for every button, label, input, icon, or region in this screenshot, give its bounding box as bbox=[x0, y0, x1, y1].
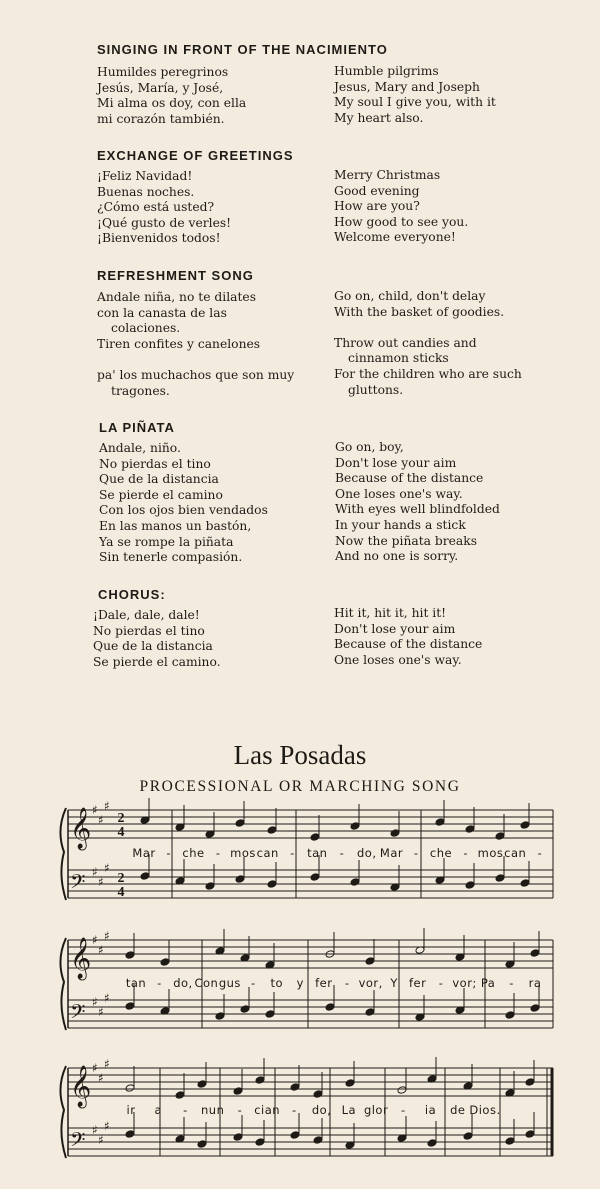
lyric-syllable: mos bbox=[477, 846, 504, 860]
note-head bbox=[175, 1091, 185, 1100]
lyric-syllable: che bbox=[182, 846, 205, 860]
spanish-lyrics bbox=[97, 65, 246, 127]
sheet-music bbox=[0, 795, 600, 1175]
english-line: Go on, child, don't delay bbox=[334, 289, 486, 303]
spanish-line: ¡Bienvenidos todos! bbox=[97, 231, 221, 246]
sharp-icon: ♯ bbox=[98, 1133, 104, 1147]
note-head bbox=[215, 1012, 225, 1021]
note-head bbox=[125, 1002, 135, 1011]
spanish-line: con la canasta de las bbox=[97, 305, 227, 320]
spanish-line: mi corazón también. bbox=[97, 111, 225, 126]
spanish-line: En las manos un bastón, bbox=[99, 518, 252, 533]
spanish-line: Ya se rompe la piñata bbox=[99, 534, 234, 549]
lyric-syllable: do, bbox=[173, 976, 193, 990]
spanish-line: ¡Dale, dale, dale! bbox=[93, 608, 200, 622]
spanish-lyrics bbox=[93, 608, 221, 670]
lyric-syllable: Y bbox=[390, 976, 398, 990]
note-head bbox=[390, 829, 400, 838]
sharp-icon: ♯ bbox=[92, 803, 98, 817]
english-line: For the children who are such bbox=[334, 366, 522, 381]
lyric-syllable: Mar bbox=[132, 846, 156, 860]
note-head bbox=[345, 1079, 355, 1088]
spanish-lyrics bbox=[97, 290, 294, 399]
spanish-line: ¿Cómo está usted? bbox=[97, 200, 215, 215]
lyric-syllable: de bbox=[450, 1103, 466, 1117]
lyric-syllable: vor; bbox=[452, 976, 477, 990]
note-head bbox=[530, 949, 540, 958]
note-head bbox=[197, 1080, 207, 1089]
note-head bbox=[465, 825, 475, 834]
note-head bbox=[495, 874, 505, 883]
english-lyrics bbox=[334, 289, 522, 398]
english-line: With eyes well blindfolded bbox=[335, 502, 500, 517]
note-head bbox=[525, 1130, 535, 1139]
lyric-syllable: to bbox=[270, 976, 284, 990]
time-signature-top: 2 bbox=[117, 811, 125, 826]
note-head bbox=[505, 1137, 515, 1146]
lyric-syllable: Mar bbox=[379, 846, 404, 860]
note-head bbox=[505, 1011, 515, 1020]
note-head bbox=[465, 881, 475, 890]
song-title: Las Posadas bbox=[233, 740, 367, 770]
note-head bbox=[350, 822, 360, 831]
note-head bbox=[350, 878, 360, 887]
spanish-line: ¡Feliz Navidad! bbox=[97, 169, 193, 183]
sharp-icon: ♯ bbox=[98, 875, 104, 889]
spanish-line: No pierdas el tino bbox=[93, 623, 205, 638]
english-line: Because of the distance bbox=[335, 471, 484, 486]
lyric-syllable: - bbox=[438, 976, 444, 990]
spanish-line: colaciones. bbox=[111, 321, 181, 336]
sharp-icon: ♯ bbox=[98, 1071, 104, 1085]
sharp-icon: ♯ bbox=[98, 943, 104, 957]
english-line: Humble pilgrims bbox=[334, 64, 439, 78]
time-signature-bottom: 4 bbox=[117, 885, 125, 900]
section-heading: EXCHANGE OF GREETINGS bbox=[97, 148, 294, 163]
spanish-line: Humildes peregrinos bbox=[97, 65, 229, 79]
lyric-syllable: che bbox=[429, 846, 453, 860]
spanish-line: Jesús, María, y José, bbox=[97, 80, 224, 95]
lyric-syllable: ir bbox=[126, 1103, 136, 1117]
lyric-syllable: tan bbox=[307, 846, 328, 860]
lyric-syllable: Pa bbox=[480, 976, 496, 990]
note-head bbox=[530, 1004, 540, 1013]
english-line: With the basket of goodies. bbox=[334, 304, 505, 319]
note-head bbox=[365, 957, 375, 966]
english-line: How good to see you. bbox=[334, 214, 469, 229]
english-line: And no one is sorry. bbox=[335, 549, 459, 564]
sharp-icon: ♯ bbox=[92, 1123, 98, 1137]
note-head bbox=[310, 873, 320, 882]
english-lyrics bbox=[335, 440, 500, 565]
spanish-line: Andale niña, no te dilates bbox=[97, 290, 257, 304]
treble-clef-icon: 𝄞 bbox=[70, 938, 92, 979]
lyric-syllable: mos bbox=[230, 846, 256, 860]
lyric-syllable: - bbox=[251, 976, 256, 990]
lyric-syllable: a bbox=[154, 1103, 163, 1117]
bass-clef-icon: 𝄢 bbox=[70, 1000, 86, 1028]
note-head bbox=[290, 1083, 300, 1092]
spanish-line: Se pierde el camino. bbox=[93, 654, 221, 669]
note-head bbox=[427, 1139, 437, 1148]
english-line: Go on, boy, bbox=[335, 440, 404, 454]
note-head bbox=[125, 1084, 135, 1093]
time-signature-bottom: 4 bbox=[117, 825, 125, 840]
english-line: Don't lose your aim bbox=[335, 455, 457, 470]
english-lyrics bbox=[334, 606, 482, 668]
lyric-syllable: glor bbox=[363, 1103, 389, 1117]
lyric-syllable: ia bbox=[424, 1103, 437, 1117]
note-head bbox=[310, 833, 320, 842]
lyric-syllable: - bbox=[237, 1103, 243, 1117]
lyric-syllable: - bbox=[537, 846, 543, 860]
note-head bbox=[520, 821, 530, 830]
sharp-icon: ♯ bbox=[104, 991, 110, 1005]
sharp-icon: ♯ bbox=[98, 813, 104, 827]
sharp-icon: ♯ bbox=[92, 933, 98, 947]
english-line bbox=[334, 320, 522, 336]
note-head bbox=[255, 1076, 265, 1085]
lyric-syllable: vor, bbox=[358, 976, 383, 990]
note-head bbox=[240, 1005, 250, 1014]
english-line: Because of the distance bbox=[334, 637, 483, 652]
treble-clef-icon: 𝄞 bbox=[70, 808, 92, 849]
section-heading: REFRESHMENT SONG bbox=[97, 268, 254, 283]
english-line: How are you? bbox=[334, 199, 420, 214]
english-line: In your hands a stick bbox=[335, 517, 466, 532]
note-head bbox=[267, 826, 277, 835]
song-subtitle: PROCESSIONAL OR MARCHING SONG bbox=[139, 778, 461, 795]
spanish-lyrics bbox=[97, 169, 231, 247]
lyric-syllable: - bbox=[183, 1103, 188, 1117]
lyric-syllable: y bbox=[296, 976, 304, 990]
lyric-syllable: cian bbox=[254, 1103, 281, 1117]
spanish-line: ¡Qué gusto de verles! bbox=[97, 215, 232, 230]
lyric-syllable: do, bbox=[357, 846, 377, 860]
lyric-syllable: fer bbox=[408, 976, 427, 990]
lyric-syllable: La bbox=[341, 1103, 357, 1117]
sharp-icon: ♯ bbox=[104, 799, 110, 813]
english-line: Don't lose your aim bbox=[334, 621, 456, 636]
english-line: Hit it, hit it, hit it! bbox=[334, 606, 447, 620]
english-line: Now the piñata breaks bbox=[335, 533, 478, 548]
lyric-syllable: - bbox=[509, 976, 514, 990]
lyric-syllable: fer bbox=[315, 976, 333, 990]
note-head bbox=[495, 832, 505, 841]
lyric-syllable: - bbox=[215, 846, 221, 860]
treble-staff bbox=[68, 810, 553, 838]
spanish-line: Que de la distancia bbox=[99, 472, 219, 487]
section-heading: LA PIÑATA bbox=[99, 420, 175, 435]
bass-staff bbox=[68, 1128, 553, 1156]
note-head bbox=[313, 1090, 323, 1099]
lyric-syllable: - bbox=[157, 976, 162, 990]
note-head bbox=[140, 872, 150, 881]
note-head bbox=[463, 1132, 473, 1141]
note-head bbox=[325, 1003, 335, 1012]
sharp-icon: ♯ bbox=[104, 929, 110, 943]
bass-clef-icon: 𝄢 bbox=[70, 1128, 86, 1156]
note-head bbox=[265, 1010, 275, 1019]
lyric-syllable: Con bbox=[194, 976, 219, 990]
spanish-line: tragones. bbox=[111, 383, 170, 398]
lyric-syllable: - bbox=[166, 846, 172, 860]
bass-clef-icon: 𝄢 bbox=[70, 870, 86, 898]
english-line: One loses one's way. bbox=[334, 652, 462, 667]
sharp-icon: ♯ bbox=[104, 1119, 110, 1133]
note-head bbox=[267, 880, 277, 889]
note-head bbox=[125, 1130, 135, 1139]
spanish-line: Que de la distancia bbox=[93, 639, 213, 654]
english-line: gluttons. bbox=[348, 382, 404, 397]
sharp-icon: ♯ bbox=[92, 865, 98, 879]
english-line: One loses one's way. bbox=[335, 486, 463, 501]
note-head bbox=[397, 1086, 407, 1095]
spanish-line: Andale, niño. bbox=[99, 441, 181, 455]
lyric-syllable: gus bbox=[218, 976, 241, 990]
song-lyrics bbox=[126, 846, 543, 1117]
lyric-syllable: Dios. bbox=[469, 1103, 501, 1117]
lyric-syllable: ra bbox=[528, 976, 542, 990]
lyric-syllable: do, bbox=[311, 1103, 332, 1117]
lyric-syllable: - bbox=[339, 846, 345, 860]
sharp-icon: ♯ bbox=[98, 1005, 104, 1019]
english-line: Good evening bbox=[334, 183, 420, 198]
lyric-syllable: nun bbox=[201, 1103, 225, 1117]
note-head bbox=[233, 1133, 243, 1142]
note-head bbox=[235, 819, 245, 828]
note-head bbox=[435, 818, 445, 827]
english-line: My heart also. bbox=[334, 110, 424, 125]
english-line: My soul I give you, with it bbox=[334, 95, 496, 110]
treble-staff bbox=[68, 1068, 553, 1096]
note-head bbox=[125, 951, 135, 960]
lyric-syllable: - bbox=[290, 846, 295, 860]
note-head bbox=[290, 1131, 300, 1140]
english-line: Jesus, Mary and Joseph bbox=[334, 79, 480, 94]
section-heading: CHORUS: bbox=[98, 587, 166, 602]
note-head bbox=[197, 1140, 207, 1149]
note-head bbox=[525, 1078, 535, 1087]
english-line: Throw out candies and bbox=[334, 335, 477, 350]
note-head bbox=[255, 1138, 265, 1147]
sharp-icon: ♯ bbox=[92, 1061, 98, 1075]
english-line: Welcome everyone! bbox=[334, 230, 456, 245]
note-head bbox=[233, 1087, 243, 1096]
treble-staff bbox=[68, 940, 553, 968]
spanish-line: Buenas noches. bbox=[97, 184, 195, 199]
lyric-syllable: tan bbox=[125, 976, 147, 990]
spanish-line: Tiren confites y canelones bbox=[97, 336, 261, 351]
english-lyrics bbox=[334, 64, 496, 126]
lyric-syllable: - bbox=[292, 1103, 297, 1117]
time-signature-top: 2 bbox=[117, 871, 125, 886]
lyric-syllable: - bbox=[413, 846, 419, 860]
spanish-line: Con los ojos bien vendados bbox=[99, 503, 268, 518]
lyric-syllable: - bbox=[463, 846, 469, 860]
note-head bbox=[313, 1136, 323, 1145]
spanish-line bbox=[97, 352, 294, 368]
sharp-icon: ♯ bbox=[104, 1057, 110, 1071]
treble-clef-icon: 𝄞 bbox=[70, 1066, 92, 1107]
lyric-syllable: - bbox=[344, 976, 350, 990]
sharp-icon: ♯ bbox=[104, 861, 110, 875]
lyric-syllable: can bbox=[256, 846, 279, 860]
note-head bbox=[365, 1008, 375, 1017]
bass-staff bbox=[68, 1000, 553, 1028]
english-line: Merry Christmas bbox=[334, 168, 441, 182]
spanish-line: Se pierde el camino bbox=[99, 487, 223, 502]
spanish-lyrics bbox=[99, 441, 268, 566]
lyric-syllable: can bbox=[504, 846, 527, 860]
note-head bbox=[235, 875, 245, 884]
spanish-line: Mi alma os doy, con ella bbox=[97, 96, 247, 111]
sharp-icon: ♯ bbox=[92, 995, 98, 1009]
section-heading: SINGING IN FRONT OF THE NACIMIENTO bbox=[97, 42, 388, 57]
english-line: cinnamon sticks bbox=[348, 351, 449, 366]
note-head bbox=[205, 882, 215, 891]
note-head bbox=[520, 879, 530, 888]
spanish-line: No pierdas el tino bbox=[99, 456, 211, 471]
spanish-line: pa' los muchachos que son muy bbox=[97, 367, 295, 382]
bass-staff bbox=[68, 870, 553, 898]
spanish-line: Sin tenerle compasión. bbox=[99, 550, 243, 565]
english-lyrics bbox=[334, 168, 468, 246]
note-head bbox=[160, 958, 170, 967]
lyric-syllable: - bbox=[400, 1103, 406, 1117]
